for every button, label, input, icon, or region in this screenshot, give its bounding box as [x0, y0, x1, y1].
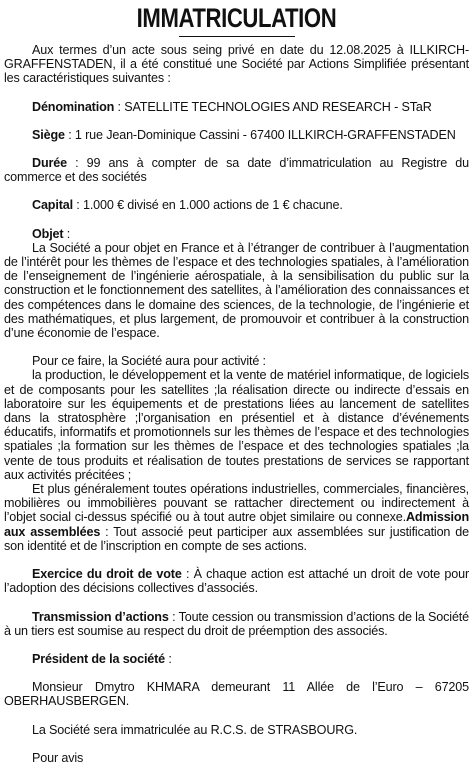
capital-label: Capital [32, 198, 73, 213]
activite-intro: Pour ce faire, la Société aura pour activité : [32, 354, 266, 369]
assemblees-label: Admission aux assemblées [4, 510, 469, 539]
transmission-line [4, 610, 469, 638]
duree-label: Durée [32, 156, 67, 171]
closing-line: Pour avis [32, 750, 84, 765]
capital-line [4, 198, 469, 212]
activite-text: la production, le développement et la vente de matériel informatique, de logiciels et de composants pour les satellites ;la réalisation directe ou indirecte d’essais en laboratoire sur les équipements et de prestations liées au lancement de satellites dans la stratosphère ;l’organisation en présentiel et à distance d’événements éducatifs, informatifs et promotionnels sur les thèmes de l’espace et des technologies spatiales ;la formation sur les thèmes de l’espace et des technologies spatiales ;la vente de tous produits et réalisation de toutes prestations de services se rapportant aux activités précitées ; [4, 368, 469, 482]
transmission-label: Transmission d’actions [32, 609, 169, 624]
president-heading [4, 652, 469, 666]
vote-line [4, 567, 469, 595]
title-underline [179, 36, 295, 37]
notice-title: IMMATRICULATION [136, 3, 337, 33]
intro-paragraph: Aux termes d’un acte sous seing privé en date du 12.08.2025 à ILLKIRCH-GRAFFENSTADEN, il a été constitué une Société par Actions Simplifiée présentant les caractéristiques suivantes : [4, 43, 469, 86]
activite-general [4, 482, 469, 553]
objet-text: La Société a pour objet en France et à l’étranger de contribuer à l’augmentation de l’intérêt pour les thèmes de l’espace et des technologies spatiales, à l’amélioration de l’enseignement de l’ingénierie aérospatiale, à la sensibilisation du public sur la construction et le fonctionnement des satellites, à l’amélioration des connaissances et des compétences dans le domaine des sciences, de la technologie, de l’ingénierie et des mathématiques, et plus largement, de promouvoir et contribuer à la construction d’une économie de l’espace. [4, 240, 469, 341]
denomination-value: : SATELLITE TECHNOLOGIES AND RESEARCH - STaR [114, 99, 432, 114]
vote-value: : À chaque action est attaché un droit de vote pour l’adoption des décisions collectives d’associés. [4, 567, 469, 596]
siege-label: Siège [32, 127, 65, 142]
objet-label-suffix: : [63, 226, 71, 241]
siege-value: : 1 rue Jean-Dominique Cassini - 67400 ILLKIRCH-GRAFFENSTADEN [64, 127, 456, 142]
duree-line [4, 156, 469, 184]
president-label: Président de la société [32, 651, 166, 666]
president-label-suffix: : [165, 651, 172, 666]
objet-heading [4, 227, 469, 241]
general-text: Et plus généralement toutes opérations industrielles, commerciales, financières, mobilières ou immobilières pouvant se rattacher directement ou indirectement à l’objet social ci-dessus spécifié ou à tout autre objet similaire ou connexe. [4, 482, 469, 525]
vote-label: Exercice du droit de vote [32, 567, 182, 582]
president-text: Monsieur Dmytro KHMARA demeurant 11 Allée de l’Euro – 67205 OBERHAUSBERGEN. [4, 680, 469, 709]
denomination-label: Dénomination [32, 99, 115, 114]
capital-value: : 1.000 € divisé en 1.000 actions de 1 € chacune. [72, 198, 343, 213]
duree-value: : 99 ans à compter de sa date d’immatriculation au Registre du commerce et des sociétés [4, 156, 469, 185]
objet-label: Objet [32, 226, 64, 241]
transmission-value: : Toute cession ou transmission d’actions de la Société à un tiers est soumise au respect du droit de préemption des associés. [4, 609, 469, 638]
denomination-line [4, 100, 469, 114]
rcs-line: La Société sera immatriculée au R.C.S. de STRASBOURG. [32, 722, 358, 737]
siege-line [4, 128, 469, 142]
assemblees-text: : Tout associé peut participer aux assemblées sur justification de son identité et de l’inscription en compte de ses actions. [4, 524, 469, 553]
